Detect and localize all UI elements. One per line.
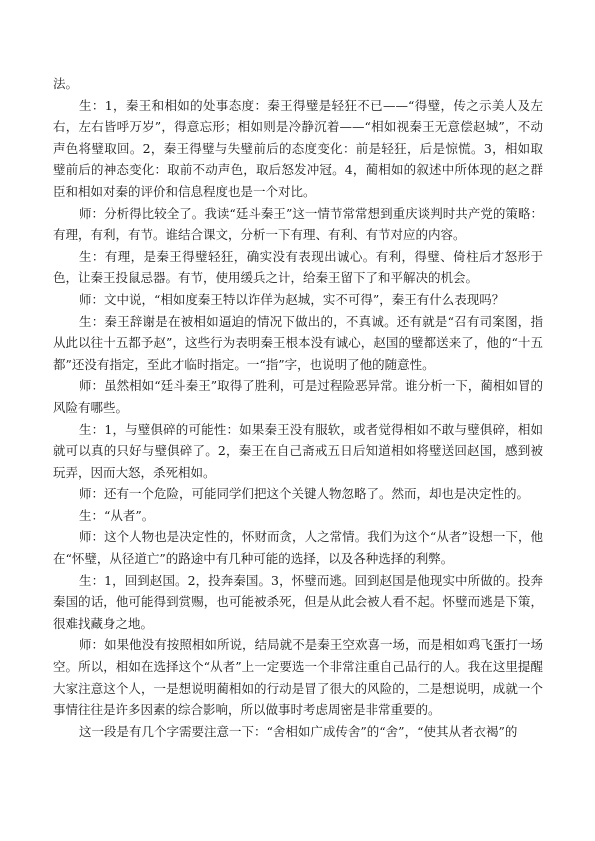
paragraph-10: 生：“从者”。: [79, 507, 155, 523]
paragraph-14: 这一段是有几个字需要注意一下：“舍相如广成传舍”的“舍”，“使其从者衣褐”的: [79, 723, 518, 739]
paragraph-1: 法。: [53, 76, 79, 91]
paragraph-11: 师：这个人物也是决定性的，怀财而贪，人之常情。我们为这个“从者”设想一下，他在“怀璧，从径道亡”的路途中有几种可能的选择，以及各种选择的利弊。: [53, 529, 543, 567]
paragraph-6: 生：秦王辞谢是在被相如逼迫的情况下做出的，不真诚。还有就是“召有司案图，指从此以往十五都予赵”，这些行为表明秦王根本没有诚心，赵国的璧都送来了，他的“十五都”还没有指定，至此才临时指定。一“指”字，也说明了他的随意性。: [53, 313, 543, 372]
paragraph-7: 师：虽然相如“廷斗秦王”取得了胜利，可是过程险恶异常。谁分析一下，蔺相如冒的风险有哪些。: [53, 378, 543, 415]
paragraph-5: 师：文中说，“相如度秦王特以诈佯为赵城，实不可得”，秦王有什么表现吗？: [79, 291, 505, 307]
document-body: [53, 73, 543, 742]
paragraph-8: 生：1，与璧俱碎的可能性：如果秦王没有服软，或者觉得相如不敢与璧俱碎，相如就可以真的只好与璧俱碎了。2，秦王在自己斋戒五日后知道相如将璧送回赵国，感到被玩弄，因而大怒，杀死相如。: [53, 421, 543, 480]
paragraph-13: 师：如果他没有按照相如所说，结局就不是秦王空欢喜一场，而是相如鸡飞蛋打一场空。所以，相如在选择这个“从者”上一定要选一个非常注重自己品行的人。我在这里提醒大家注意这个人，一是想说明蔺相如的行动是冒了很大的风险的，二是想说明，成就一个事情往往是许多因素的综合影响，所以做事时考虑周密是非常重要的。: [53, 637, 543, 718]
paragraph-4: 生：有理，是秦王得璧轻狂，确实没有表现出诚心。有利，得璧、倚柱后才怒形于色，让秦王投鼠忌器。有节，使用缓兵之计，给秦王留下了和平解决的机会。: [53, 248, 543, 286]
paragraph-12: 生：1，回到赵国。2，投奔秦国。3，怀璧而逃。回到赵国是他现实中所做的。投奔秦国的话，他可能得到赏赐，也可能被杀死，但是从此会被人看不起。怀璧而逃是下策，很难找藏身之地。: [53, 572, 543, 631]
paragraph-3: 师：分析得比较全了。我读“廷斗秦王”这一情节常常想到重庆谈判时共产党的策略：有理，有利，有节。谁结合课文，分析一下有理、有利、有节对应的内容。: [53, 205, 543, 243]
paragraph-2: 生：1，秦王和相如的处事态度：秦王得璧是轻狂不已——“得璧，传之示美人及左右，左右皆呼万岁”，得意忘形；相如则是冷静沉着——“相如视秦王无意偿赵城”，不动声色将璧取回。2，秦王得璧与失璧前后的态度变化：前是轻狂，后是惊慌。3，相如取璧前后的神态变化：取前不动声色，取后怒发冲冠。4，蔺相如的叙述中所体现的赵之群臣和相如对秦的评价和信息程度也是一个对比。: [53, 97, 543, 199]
paragraph-9: 师：还有一个危险，可能同学们把这个关键人物忽略了。然而，却也是决定性的。: [79, 486, 530, 502]
